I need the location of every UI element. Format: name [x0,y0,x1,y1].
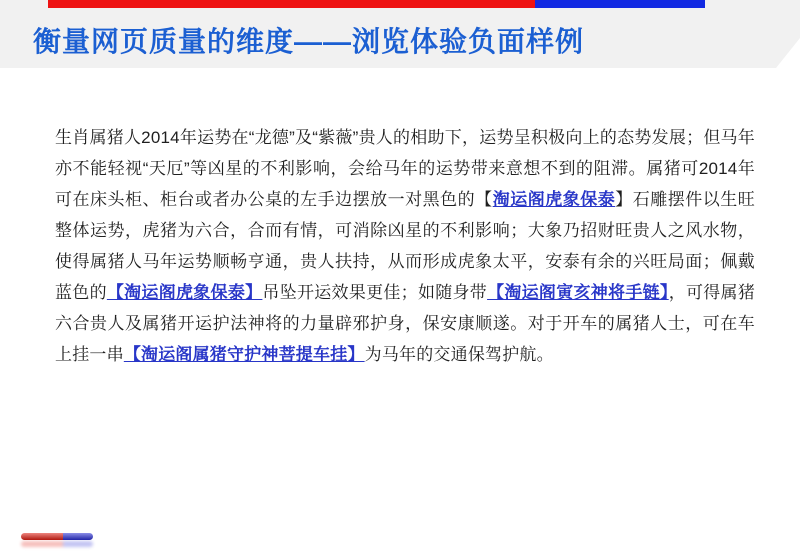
footer-accent-bar [21,533,93,540]
taoyunge-product-link[interactable]: 【淘运阁属猪守护神菩提车挂】 [123,345,365,364]
body-text-run: 生肖属猪人2014年运势在“龙德”及“紫薇”贵人的相助下，运势呈积极向上的态势发展；但马年亦不能轻视“天厄”等凶星的不利影响，会给马年的运势带来意想不到的阻滞。属猪可2014年可在床头柜、柜台或者办公桌的左手边摆放一对黑色的【 [55,128,755,209]
body-text-run: ，可得属猪六合贵人及属猪开运护法神将的力量辟邪护身，保安康顺遂。对于开车的属猪人士，可在车上挂一串 [55,283,756,364]
slide-title: 衡量网页质量的维度——浏览体验负面样例 [33,26,585,57]
footer-accent-reflection [21,541,93,547]
taoyunge-product-link[interactable]: 【淘运阁寅亥神将手链】 [487,283,669,302]
taoyunge-product-link[interactable]: 淘运阁虎象保泰 [492,190,616,209]
taoyunge-product-link[interactable]: 【淘运阁虎象保泰】 [106,283,263,302]
body-paragraph [55,122,755,370]
body-text-run: 为马年的交通保驾护航。 [364,345,554,364]
body-text-run: 吊坠开运效果更佳；如随身带 [262,283,488,302]
body-text-run: 】石雕摆件以生旺整体运势，虎猪为六合，合而有情，可消除凶星的不利影响；大象乃招财旺贵人之风水物，使得属猪人马年运势顺畅亨通，贵人扶持，从而形成虎象太平，安泰有余的兴旺局面；佩戴蓝色的 [55,190,756,302]
top-accent-red-bar [48,0,535,8]
top-accent-blue-bar [535,0,705,8]
